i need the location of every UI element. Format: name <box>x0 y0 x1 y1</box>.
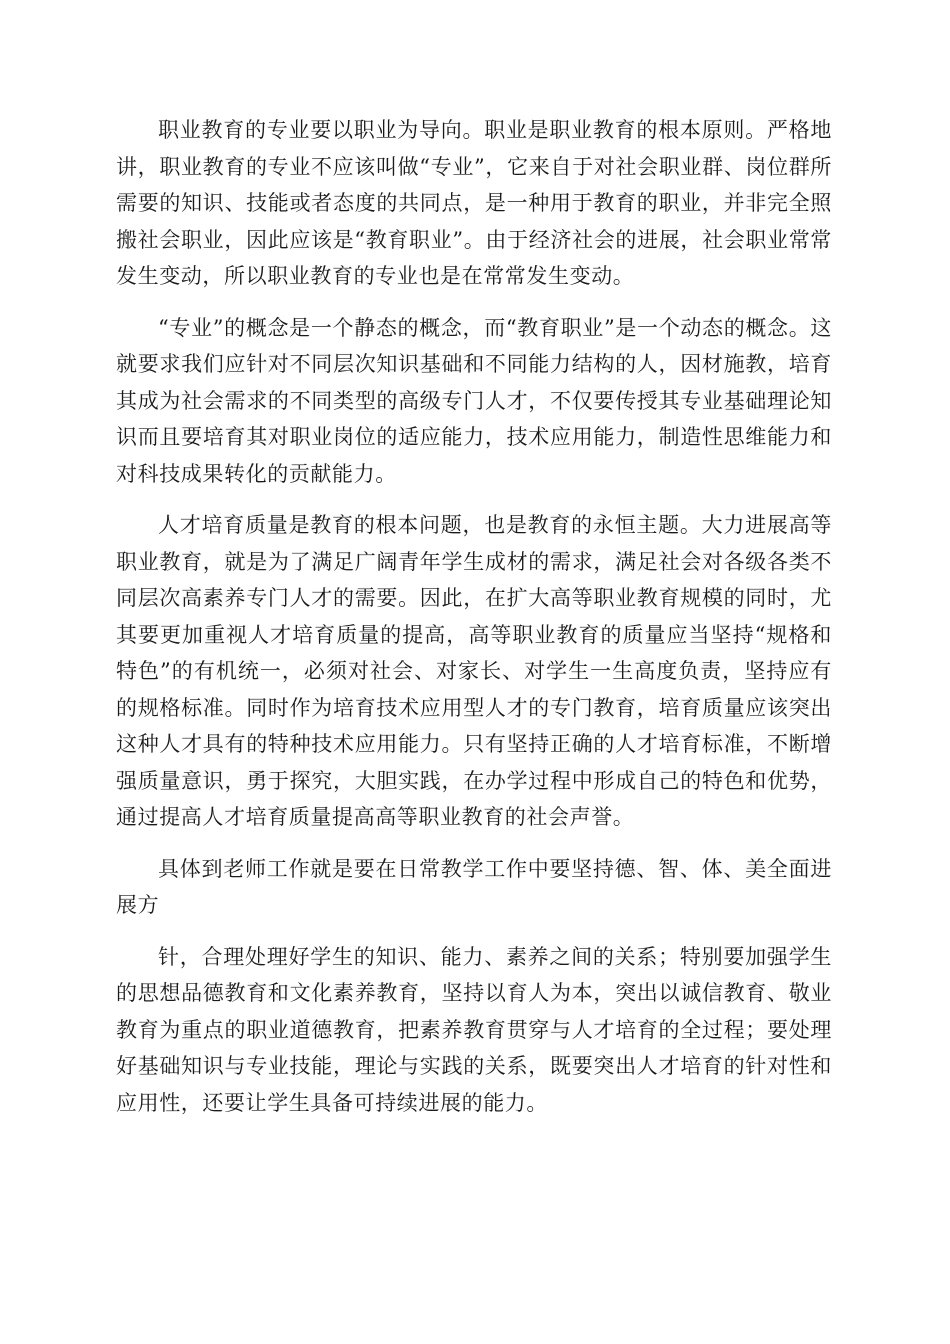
paragraph-1: 职业教育的专业要以职业为导向。职业是职业教育的根本原则。严格地讲，职业教育的专业不应该叫做“专业”，它来自于对社会职业群、岗位群所需要的知识、技能或者态度的共同点，是一种用于教育的职业，并非完全照搬社会职业，因此应该是“教育职业”。由于经济社会的进展，社会职业常常发生变动，所以职业教育的专业也是在常常发生变动。 <box>116 118 832 288</box>
paragraph-4: 具体到老师工作就是要在日常教学工作中要坚持德、智、体、美全面进展方 <box>116 856 832 917</box>
paragraph-3: 人才培育质量是教育的根本问题，也是教育的永恒主题。大力进展高等职业教育，就是为了满足广阔青年学生成材的需求，满足社会对各级各类不同层次高素养专门人才的需要。因此，在扩大高等职业教育规模的同时，尤其要更加重视人才培育质量的提高，高等职业教育的质量应当坚持“规格和特色”的有机统一，必须对社会、对家长、对学生一生高度负责，坚持应有的规格标准。同时作为培育技术应用型人才的专门教育，培育质量应该突出这种人才具有的特种技术应用能力。只有坚持正确的人才培育标准，不断增强质量意识，勇于探究，大胆实践，在办学过程中形成自己的特色和优势，通过提高人才培育质量提高高等职业教育的社会声誉。 <box>116 513 832 829</box>
paragraph-5: 针，合理处理好学生的知识、能力、素养之间的关系；特别要加强学生的思想品德教育和文化素养教育，坚持以育人为本，突出以诚信教育、敬业教育为重点的职业道德教育，把素养教育贯穿与人才培育的全过程；要处理好基础知识与专业技能，理论与实践的关系，既要突出人才培育的针对性和应用性，还要让学生具备可持续进展的能力。 <box>116 944 832 1115</box>
document-body <box>116 112 832 1136</box>
paragraph-2: “专业”的概念是一个静态的概念，而“教育职业”是一个动态的概念。这就要求我们应针对不同层次知识基础和不同能力结构的人，因材施教，培育其成为社会需求的不同类型的高级专门人才，不仅要传授其专业基础理论知识而且要培育其对职业岗位的适应能力，技术应用能力，制造性思维能力和对科技成果转化的贡献能力。 <box>116 315 832 486</box>
